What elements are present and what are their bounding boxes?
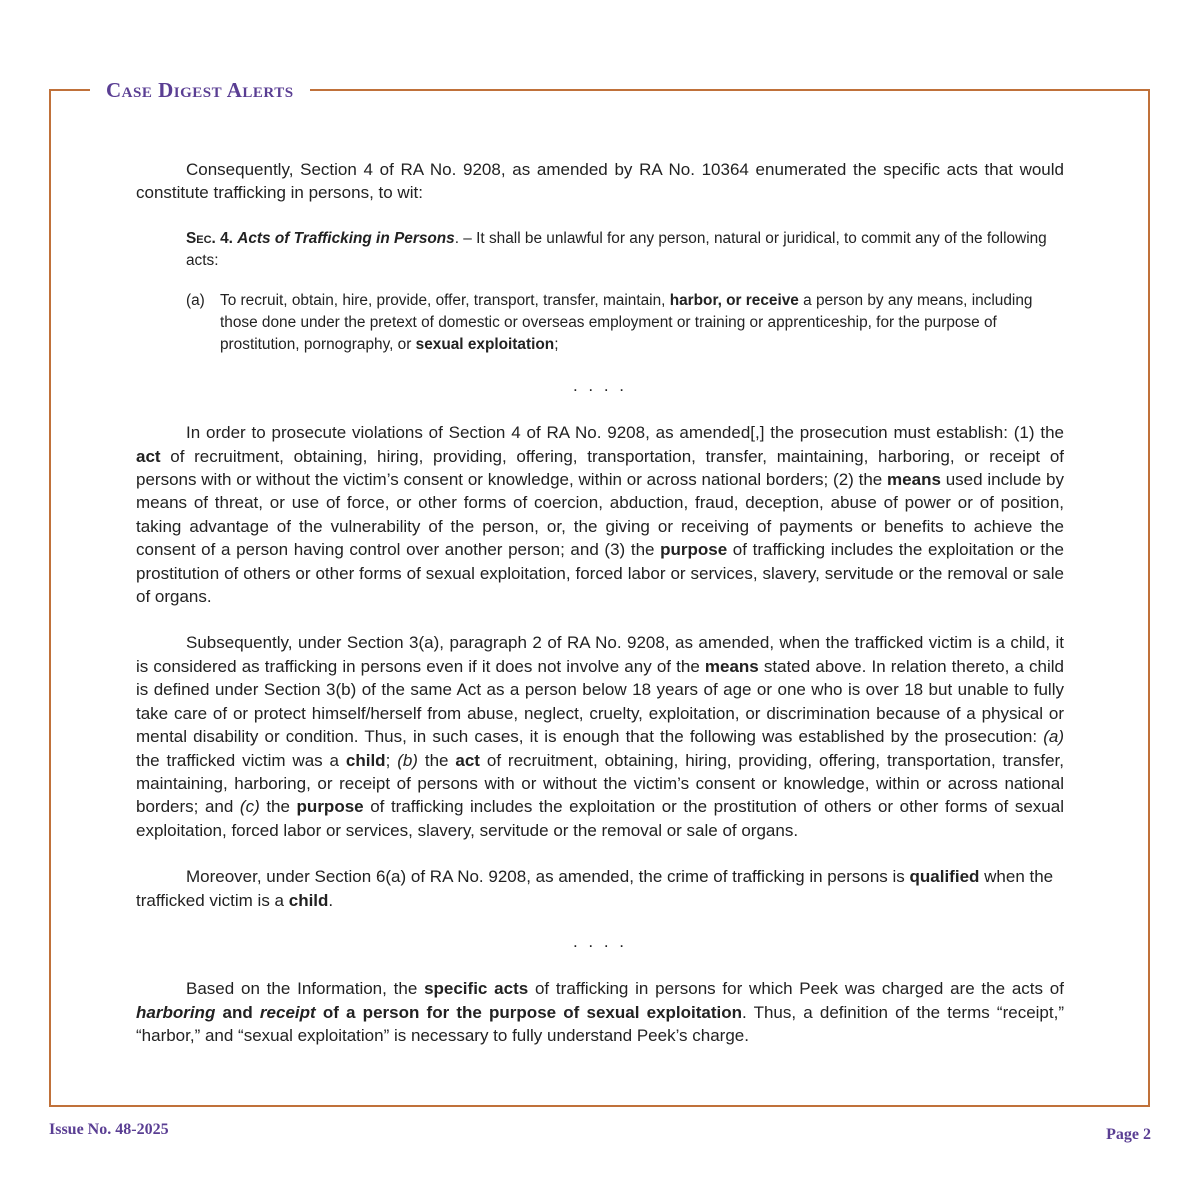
paragraph-intro: Consequently, Section 4 of RA No. 9208, as amended by RA No. 10364 enumerated the specific acts that would constitute trafficking in persons, to wit: <box>136 160 1064 203</box>
header-title: Case Digest Alerts <box>90 76 310 104</box>
page-number: Page 2 <box>1106 1126 1151 1143</box>
paragraph-elements: In order to prosecute violations of Section 4 of RA No. 9208, as amended[,] the prosecution must establish: (1) the act of recruitment, obtaining, hiring, providing, offering, transportation, transfer, maintaining, harboring, or receipt of persons with or without the victim’s consent or knowledge, within or across national borders; (2) the means used include by means of threat, or use of force, or other forms of coercion, abduction, fraud, deception, abuse of power or of position, taking advantage of the vulnerability of the person, or, the giving or receiving of payments or benefits to achieve the consent of a person having control over another person; and (3) the purpose of trafficking includes the exploitation or the prostitution of others or other forms of sexual exploitation, forced labor or services, slavery, servitude or the removal or sale of organs. <box>136 423 1064 607</box>
quote-item-a <box>186 290 1064 356</box>
quote-section-heading: Sec. 4. Acts of Trafficking in Persons. – It shall be unlawful for any person, natural or juridical, to commit any of the following acts: <box>186 229 1047 269</box>
ellipsis-separator: . . . . <box>572 375 628 395</box>
issue-number: Issue No. 48-2025 <box>49 1121 169 1138</box>
item-text: To recruit, obtain, hire, provide, offer, transport, transfer, maintain, harbor, or receive a person by any means, including those done under the pretext of domestic or overseas employment or training or apprenticeship, for the purpose of prostitution, pornography, or sexual exploitation; <box>220 291 1033 353</box>
section-label: Sec. 4. <box>186 229 233 247</box>
section-title: Acts of Trafficking in Persons <box>237 229 455 247</box>
ellipsis-separator-2: . . . . <box>572 931 628 951</box>
paragraph-information: Based on the Information, the specific acts of trafficking in persons for which Peek was charged are the acts of harboring and receipt of a person for the purpose of sexual exploitation. Thus, a definition of the terms “receipt,” “harbor,” and “sexual exploitation” is necessary to fully understand Peek’s charge. <box>136 979 1064 1046</box>
paragraph-qualified: Moreover, under Section 6(a) of RA No. 9208, as amended, the crime of trafficking in persons is qualified when the trafficked victim is a child. <box>136 867 1054 910</box>
document-body <box>136 158 1064 1071</box>
paragraph-child-victim: Subsequently, under Section 3(a), paragraph 2 of RA No. 9208, as amended, when the trafficked victim is a child, it is considered as trafficking in persons even if it does not involve any of the means stated above. In relation thereto, a child is defined under Section 3(b) of the same Act as a person below 18 years of age or one who is over 18 but unable to fully take care of or protect himself/herself from abuse, neglect, cruelty, exploitation, or discrimination because of a physical or mental disability or condition. Thus, in such cases, it is enough that the following was established by the prosecution: (a) the trafficked victim was a child; (b) the act of recruitment, obtaining, hiring, providing, offering, transportation, transfer, maintaining, harboring, or receipt of persons with or without the victim’s consent or knowledge, within or across national borders; and (c) the purpose of trafficking includes the exploitation or the prostitution of others or other forms of sexual exploitation, forced labor or services, slavery, servitude or the removal or sale of organs. <box>136 633 1064 840</box>
block-quote <box>186 228 1064 356</box>
item-label: (a) <box>186 291 205 309</box>
